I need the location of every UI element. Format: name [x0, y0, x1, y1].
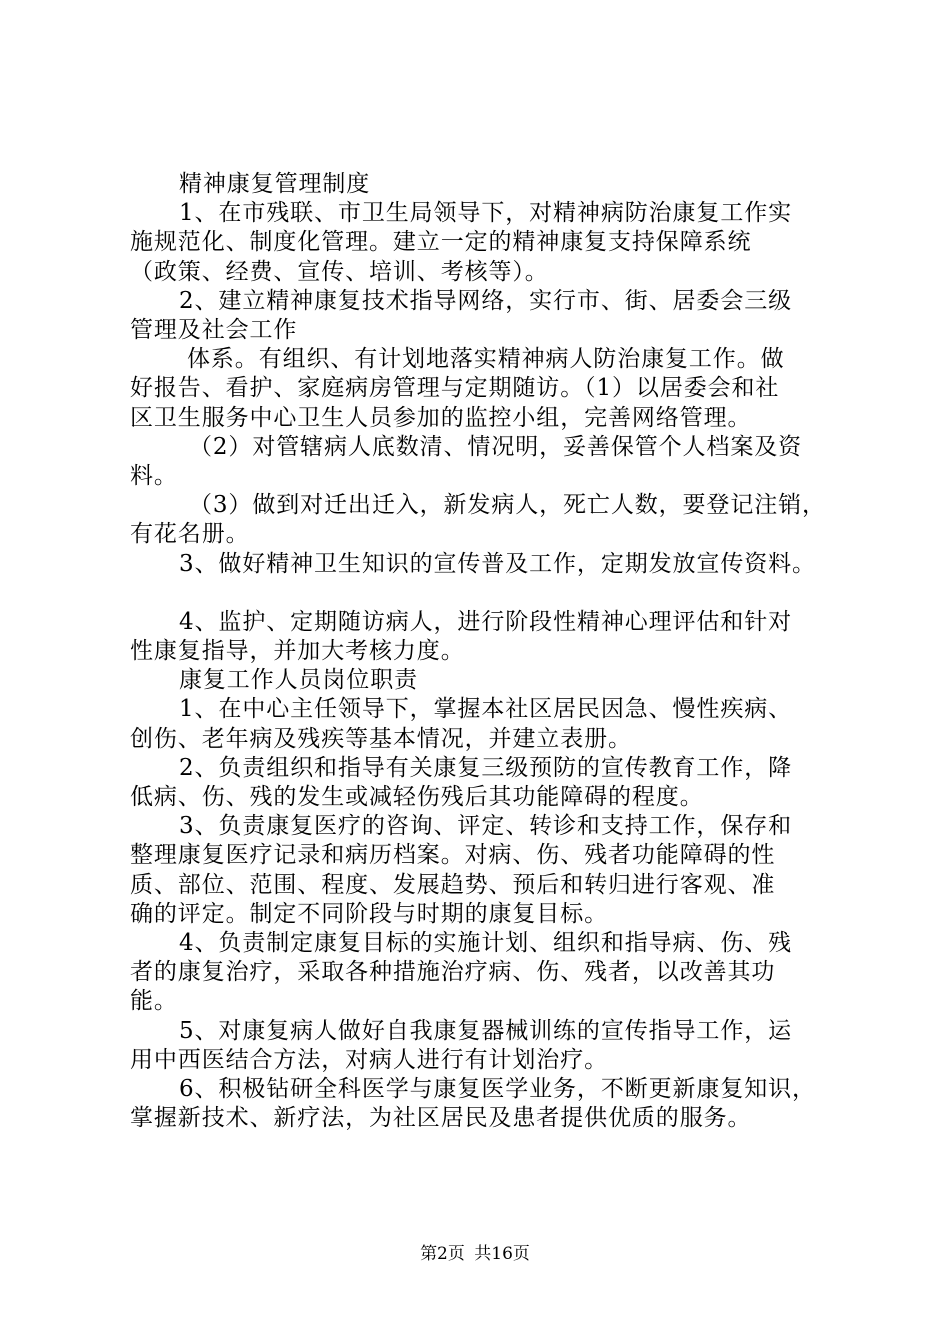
paragraph-line: 1、在中心主任领导下，掌握本社区居民因急、慢性疾病、 — [179, 696, 793, 723]
section-title-mental-rehab: 精神康复管理制度 — [179, 171, 371, 197]
paragraph-line: 2、负责组织和指导有关康复三级预防的宣传教育工作，降 — [179, 754, 793, 781]
paragraph-line: 4、监护、定期随访病人，进行阶段性精神心理评估和针对 — [179, 608, 793, 635]
paragraph-line: 确的评定。制定不同阶段与时期的康复目标。 — [130, 900, 608, 927]
page-number-total: 共16页 — [474, 1244, 530, 1264]
document-body — [130, 170, 840, 1134]
paragraph-line: 5、对康复病人做好自我康复器械训练的宣传指导工作，运 — [179, 1017, 793, 1044]
paragraph-line: 6、积极钻研全科医学与康复医学业务，不断更新康复知识， — [179, 1076, 816, 1103]
paragraph-line: 性康复指导，并加大考核力度。 — [130, 638, 465, 665]
paragraph-line: 用中西医结合方法，对病人进行有计划治疗。 — [130, 1046, 608, 1073]
paragraph-line: 4、负责制定康复目标的实施计划、组织和指导病、伤、残 — [179, 930, 793, 957]
paragraph-line: 掌握新技术、新疗法，为社区居民及患者提供优质的服务。 — [130, 1105, 752, 1132]
paragraph-line: 3、负责康复医疗的咨询、评定、转诊和支持工作，保存和 — [179, 813, 793, 840]
paragraph-line: 2、建立精神康复技术指导网络，实行市、街、居委会三级 — [179, 287, 793, 314]
blank-line — [130, 579, 840, 608]
section-title-staff-duties: 康复工作人员岗位职责 — [179, 667, 418, 694]
paragraph-line: 整理康复医疗记录和病历档案。对病、伤、残者功能障碍的性 — [130, 842, 776, 869]
paragraph-line: 管理及社会工作 — [130, 317, 298, 344]
paragraph-line: 有花名册。 — [130, 521, 250, 548]
page-number-current: 第2页 — [420, 1244, 465, 1264]
paragraph-line: （3）做到对迁出迁入，新发病人，死亡人数，要登记注销， — [189, 492, 826, 519]
paragraph-line: 区卫生服务中心卫生人员参加的监控小组，完善网络管理。 — [130, 404, 752, 431]
paragraph-line: （政策、经费、宣传、培训、考核等）。 — [130, 258, 549, 285]
paragraph-line: （2）对管辖病人底数清、情况明，妥善保管个人档案及资 — [189, 433, 803, 460]
paragraph-line: 施规范化、制度化管理。建立一定的精神康复支持保障系统 — [130, 229, 752, 256]
paragraph-line: 1、在市残联、市卫生局领导下，对精神病防治康复工作实 — [179, 200, 793, 227]
paragraph-line: 者的康复治疗，采取各种措施治疗病、伤、残者，以改善其功 — [130, 959, 776, 986]
paragraph-line: 创伤、老年病及残疾等基本情况，并建立表册。 — [130, 725, 632, 752]
paragraph-line: 低病、伤、残的发生或减轻伤残后其功能障碍的程度。 — [130, 784, 704, 811]
paragraph-line: 质、部位、范围、程度、发展趋势、预后和转归进行客观、准 — [130, 871, 776, 898]
paragraph-line: 好报告、看护、家庭病房管理与定期随访。（1）以居委会和社 — [130, 375, 780, 402]
paragraph-line: 料。 — [130, 463, 178, 490]
page-footer — [0, 1244, 950, 1264]
paragraph-line: 3、做好精神卫生知识的宣传普及工作，定期发放宣传资料。 — [179, 550, 816, 577]
paragraph-line: 体系。有组织、有计划地落实精神病人防治康复工作。做 — [187, 346, 785, 373]
paragraph-line: 能。 — [130, 988, 178, 1015]
